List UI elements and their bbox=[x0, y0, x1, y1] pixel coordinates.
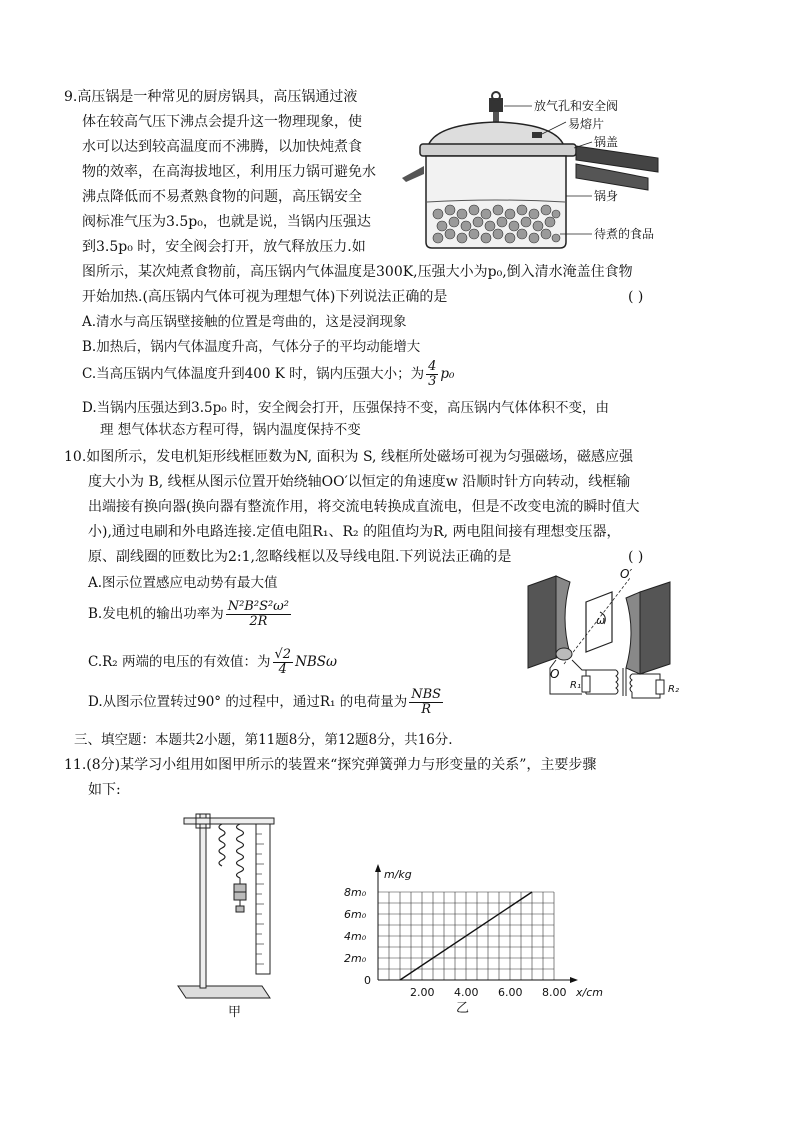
x-axis-arrow bbox=[570, 977, 578, 983]
q9-option-b: B.加热后，锅内气体温度升高，气体分子的平均动能增大 bbox=[82, 339, 421, 355]
label-pot-body: 锅身 bbox=[594, 189, 619, 203]
spring-apparatus-figure bbox=[170, 810, 290, 1020]
wire-top bbox=[572, 660, 616, 670]
q10-option-c-num: √2 bbox=[274, 647, 292, 662]
q9-answer-bracket: ( ) bbox=[628, 289, 644, 305]
weight-hook bbox=[236, 906, 244, 912]
q10-option-c-den: 4 bbox=[278, 662, 287, 677]
label-omega: ω bbox=[596, 614, 606, 627]
ruler bbox=[256, 824, 270, 974]
magnet-left bbox=[528, 576, 556, 668]
x-tick-label: 4.00 bbox=[454, 986, 479, 999]
q10-line-4: 小),通过电刷和外电路连接.定值电阻R₁、R₂ 的阻值均为R, 两电阻间接有理想变压器， bbox=[88, 524, 621, 540]
transformer-primary bbox=[616, 670, 618, 694]
q9-line-6: 阀标准气压为3.5p₀，也就是说，当锅内压强达 bbox=[82, 214, 371, 230]
q9-line-8: 图所示，某次炖煮食物前，高压锅内气体温度是300K,压强大小为p₀,倒入清水淹盖住食物 bbox=[82, 264, 633, 280]
q10-option-d-den: R bbox=[421, 702, 432, 717]
figure-jia-label: 甲 bbox=[228, 1005, 242, 1020]
stand-rod bbox=[200, 814, 206, 988]
lid-rim bbox=[420, 144, 576, 156]
label-food: 待煮的食品 bbox=[594, 227, 655, 241]
transformer-secondary bbox=[630, 674, 632, 692]
label-r1: R₁ bbox=[570, 680, 581, 691]
lid-shape bbox=[428, 122, 564, 146]
q9-option-c bbox=[82, 360, 454, 389]
label-o-prime: O′ bbox=[620, 567, 633, 581]
spring-short bbox=[219, 824, 225, 866]
q9-line-5: 沸点降低而不易煮熟食物的问题，高压锅安全 bbox=[82, 189, 362, 205]
q9-option-c-num: 4 bbox=[428, 359, 437, 374]
x-tick-label: 8.00 bbox=[542, 986, 567, 999]
y-tick-label: 8m₀ bbox=[344, 886, 367, 899]
q9-option-d-2: 理 想气体状态方程可得，锅内温度保持不变 bbox=[100, 422, 361, 438]
q9-option-c-den: 3 bbox=[428, 374, 437, 389]
section-3-heading: 三、填空题：本题共2小题，第11题8分，第12题8分，共16分. bbox=[74, 732, 453, 748]
chart-y-axis-label: m/kg bbox=[384, 868, 412, 881]
commutator bbox=[556, 648, 572, 660]
q11-line-1: 11.(8分)某学习小组用如图甲所示的装置来“探究弹簧弹力与形变量的关系”，主要步骤 bbox=[64, 757, 597, 773]
q11-line-2: 如下: bbox=[88, 782, 121, 798]
q9-option-d-1: D.当锅内压强达到3.5p₀ 时，安全阀会打开，压强保持不变，高压锅内气体体积不变，由 bbox=[82, 400, 609, 416]
weight-2 bbox=[234, 892, 246, 900]
q9-option-c-text: C.当高压锅内气体温度升到400 K 时，锅内压强大小；为 bbox=[82, 366, 425, 382]
magnet-right-face bbox=[626, 592, 640, 674]
q9-line-1: 9.高压锅是一种常见的厨房锅具，高压锅通过液 bbox=[64, 89, 358, 105]
chart-origin-label: 0 bbox=[364, 974, 371, 987]
generator-figure bbox=[520, 568, 700, 708]
side-handle bbox=[402, 166, 424, 182]
y-tick-label: 4m₀ bbox=[344, 930, 367, 943]
q10-option-b-num: N²B²S²ω² bbox=[227, 599, 289, 614]
magnet-left-face bbox=[556, 576, 570, 658]
label-vent-valve: 放气孔和安全阀 bbox=[534, 99, 619, 113]
spring-long bbox=[237, 824, 244, 878]
q10-option-b bbox=[88, 600, 293, 629]
label-o: O bbox=[550, 667, 560, 681]
q10-option-d bbox=[88, 688, 445, 717]
q10-line-2: 度大小为 B, 线框从图示位置开始绕轴OO′以恒定的角速度w 沿顺时针方向转动，线框输 bbox=[88, 474, 631, 490]
q10-option-b-text: B.发电机的输出功率为 bbox=[88, 606, 224, 622]
resistor-r2 bbox=[656, 680, 664, 694]
pressure-cooker-figure bbox=[396, 86, 676, 250]
q10-answer-bracket: ( ) bbox=[628, 549, 644, 565]
weight-1 bbox=[234, 884, 246, 892]
x-tick-label: 2.00 bbox=[410, 986, 435, 999]
chart-axes bbox=[375, 864, 578, 983]
q9-line-9: 开始加热.(高压锅内气体可视为理想气体)下列说法正确的是 bbox=[82, 289, 448, 305]
q10-option-d-num: NBS bbox=[411, 687, 442, 702]
q10-option-c-text: C.R₂ 两端的电压的有效值：为 bbox=[88, 654, 271, 670]
q10-option-c bbox=[88, 648, 337, 677]
stand-arm bbox=[184, 818, 274, 824]
figure-yi-label: 乙 bbox=[456, 1001, 470, 1016]
stand-base bbox=[178, 986, 270, 998]
q10-option-b-den: 2R bbox=[249, 614, 268, 629]
q9-line-7: 到3.5p₀ 时，安全阀会打开，放气释放压力.如 bbox=[82, 239, 366, 255]
fusible-plug bbox=[532, 132, 542, 138]
y-axis-arrow bbox=[375, 864, 381, 872]
q9-line-3: 水可以达到较高温度而不沸腾，以加快炖煮食 bbox=[82, 139, 362, 155]
q10-line-3: 出端接有换向器(换向器有整流作用，将交流电转换成直流电，但是不改变电流的瞬时值大 bbox=[88, 499, 640, 515]
label-lid: 锅盖 bbox=[594, 135, 619, 149]
y-tick-label: 6m₀ bbox=[344, 908, 367, 921]
q9-option-a: A.清水与高压锅壁接触的位置是弯曲的，这是浸润现象 bbox=[82, 314, 407, 330]
q10-line-1: 10.如图所示，发电机矩形线框匝数为N, 面积为 S, 线框所处磁场可视为匀强磁场，磁感应强 bbox=[64, 449, 633, 465]
q9-option-c-tail: p₀ bbox=[440, 366, 455, 382]
q9-line-2: 体在较高气压下沸点会提升这一物理现象，使 bbox=[82, 114, 362, 130]
magnet-right bbox=[640, 582, 670, 674]
q10-option-c-tail: NBSω bbox=[295, 654, 338, 670]
resistor-r1 bbox=[582, 676, 590, 692]
label-fusible-plug: 易熔片 bbox=[568, 117, 605, 131]
q10-line-5: 原、副线圈的匝数比为2:1,忽略线框以及导线电阻.下列说法正确的是 bbox=[88, 549, 512, 565]
q9-line-4: 物的效率，在高海拔地区，利用压力锅可避免水 bbox=[82, 164, 376, 180]
y-tick-label: 2m₀ bbox=[344, 952, 367, 965]
chart-x-axis-label: x/cm bbox=[576, 986, 603, 999]
x-tick-label: 6.00 bbox=[498, 986, 523, 999]
mass-extension-chart bbox=[330, 840, 603, 1020]
q10-option-a: A.图示位置感应电动势有最大值 bbox=[88, 575, 278, 591]
label-r2: R₂ bbox=[668, 684, 679, 695]
q10-option-d-text: D.从图示位置转过90° 的过程中，通过R₁ 的电荷量为 bbox=[88, 694, 408, 710]
